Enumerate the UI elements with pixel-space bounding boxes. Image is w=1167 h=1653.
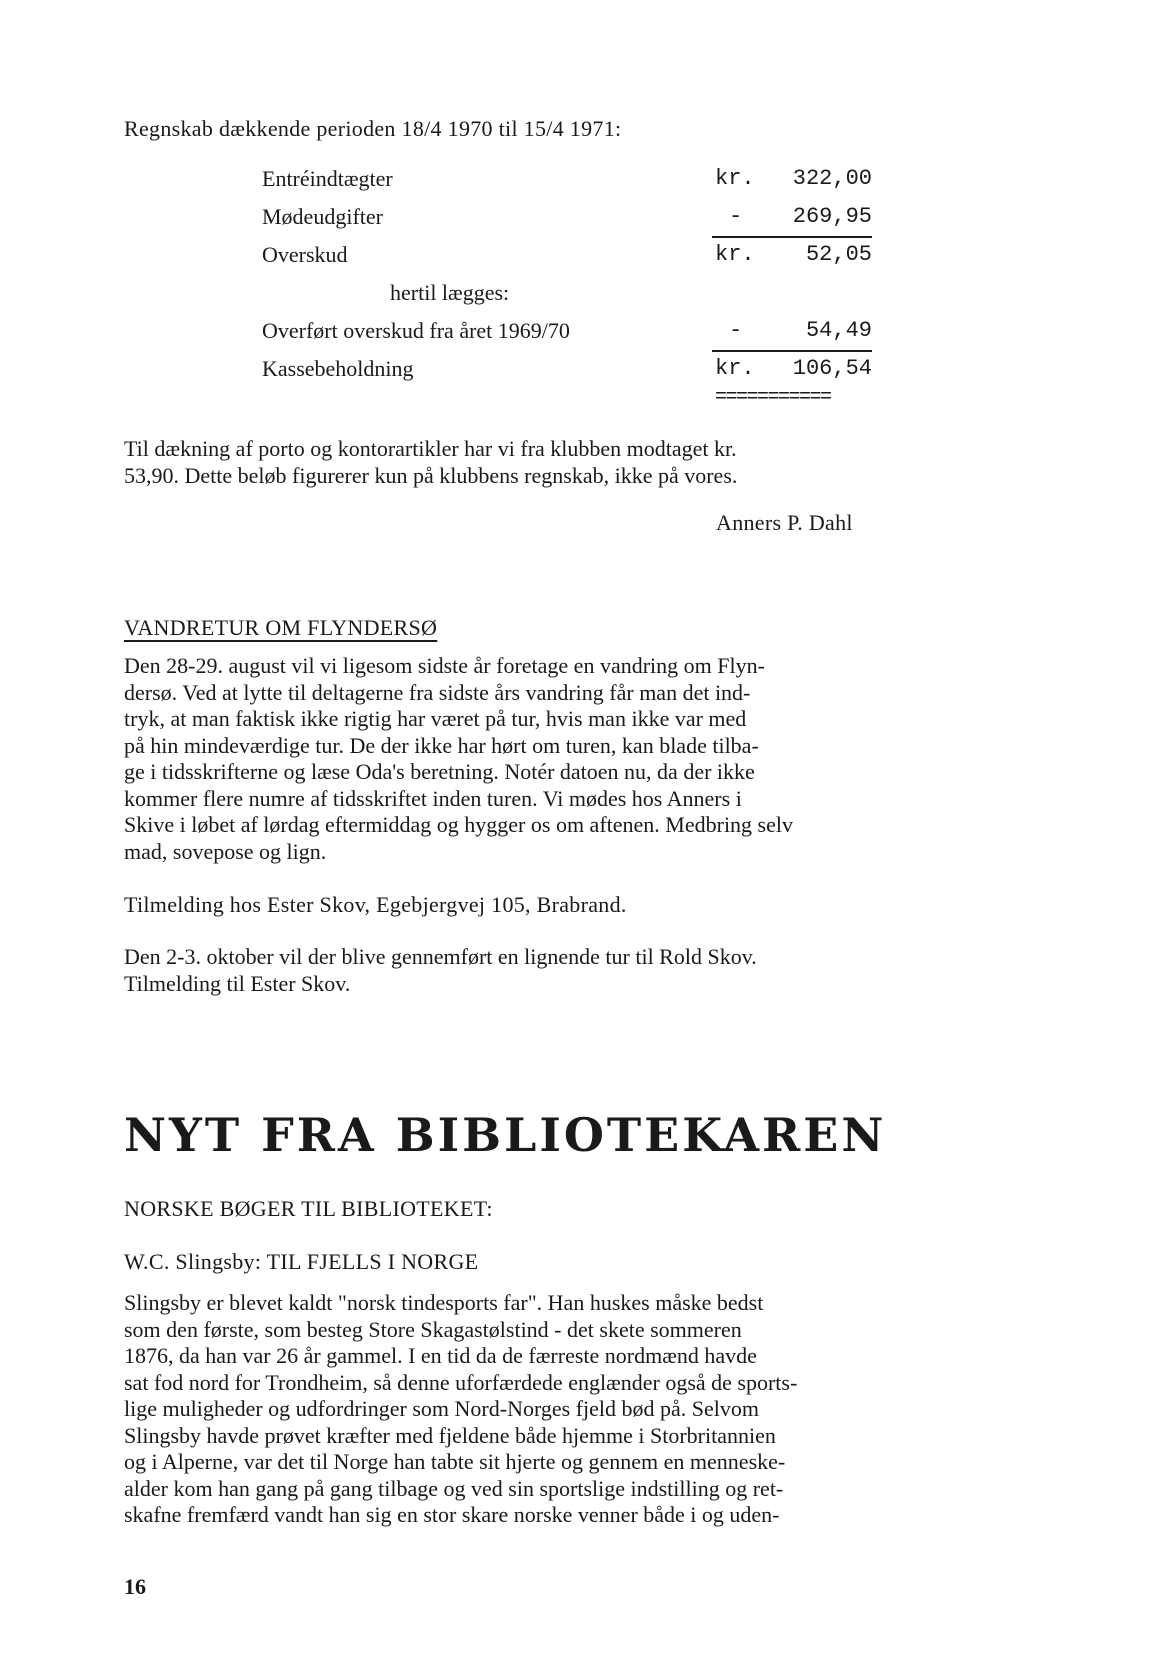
text-line: Den 28-29. august vil vi ligesom sidste år foretage en vandring om Flyn- xyxy=(124,653,765,678)
accounts-title: Regnskab dækkende perioden 18/4 1970 til 15/4 1971: xyxy=(124,116,622,141)
row-value: 54,49 xyxy=(805,318,872,343)
hike-paragraph xyxy=(124,653,1074,865)
row-label: Kassebeholdning xyxy=(262,356,414,381)
hike-heading: VANDRETUR OM FLYNDERSØ xyxy=(124,615,438,640)
accounts-row xyxy=(262,242,872,278)
row-label: hertil lægges: xyxy=(390,280,510,305)
text-line: dersø. Ved at lytte til deltagerne fra sidste års vandring får man det ind- xyxy=(124,679,751,705)
text-line: Slingsby er blevet kaldt "norsk tindesports far". Han huskes måske bedst xyxy=(124,1290,764,1315)
row-currency: kr. xyxy=(715,356,755,381)
text-line: som den første, som besteg Store Skagastølstind - det skete sommeren xyxy=(124,1316,742,1342)
text-line: mad, sovepose og lign. xyxy=(124,838,327,864)
text-line: ge i tidsskrifterne og læse Oda's beretning. Notér datoen nu, da der ikke xyxy=(124,759,755,784)
row-currency: kr. xyxy=(715,242,755,267)
text-line: lige muligheder og udfordringer som Nord-Norges fjeld bød på. Selvom xyxy=(124,1396,760,1421)
book-title: W.C. Slingsby: TIL FJELLS I NORGE xyxy=(124,1249,479,1274)
row-value: 322,00 xyxy=(792,166,872,191)
text-line: Den 2-3. oktober vil der blive gennemført en lignende tur til Rold Skov. xyxy=(124,944,757,969)
double-rule: =========== xyxy=(715,386,831,409)
accounts-row xyxy=(262,280,872,316)
text-line: alder kom han gang på gang tilbage og ved sin sportslige indstilling og ret- xyxy=(124,1475,784,1501)
library-paragraph xyxy=(124,1290,1074,1529)
text-line: Skive i løbet af lørdag eftermiddag og hygger os om aftenen. Medbring selv xyxy=(124,812,793,837)
accounts-row xyxy=(262,166,872,202)
row-value: 269,95 xyxy=(792,204,872,229)
row-label: Mødeudgifter xyxy=(262,204,383,229)
library-heading: NYT FRA BIBLIOTEKAREN xyxy=(124,1108,887,1162)
hike-registration: Tilmelding hos Ester Skov, Egebjergvej 105, Brabrand. xyxy=(124,892,627,917)
text-line: tryk, at man faktisk ikke rigtig har været på tur, hvis man ikke var med xyxy=(124,706,747,731)
row-label: Overført overskud fra året 1969/70 xyxy=(262,318,570,343)
accounts-row xyxy=(262,318,872,354)
row-currency: kr. xyxy=(715,166,755,191)
postage-note xyxy=(124,436,1074,489)
october-trip xyxy=(124,944,1074,997)
row-label: Entréindtægter xyxy=(262,166,393,191)
row-value: 106,54 xyxy=(792,356,872,381)
text-line: kommer flere numre af tidsskriftet inden turen. Vi mødes hos Anners i xyxy=(124,785,742,811)
signature: Anners P. Dahl xyxy=(716,510,853,535)
row-label: Overskud xyxy=(262,242,348,267)
library-subheading: NORSKE BØGER TIL BIBLIOTEKET: xyxy=(124,1196,493,1221)
subtotal-rule xyxy=(712,236,872,238)
text-line: sat fod nord for Trondheim, så denne uforfærdede englænder også de sports- xyxy=(124,1369,798,1395)
text-line: på hin mindeværdige tur. De der ikke har hørt om turen, kan blade tilba- xyxy=(124,732,759,758)
page-number: 16 xyxy=(124,1574,146,1599)
text-line: 1876, da han var 26 år gammel. I en tid da de færreste nordmænd havde xyxy=(124,1343,757,1368)
row-currency: - xyxy=(729,204,743,229)
text-line: skafne fremfærd vandt han sig en stor skare norske venner både i og uden- xyxy=(124,1502,780,1527)
text-line: Tilmelding til Ester Skov. xyxy=(124,970,351,996)
text-line: og i Alperne, var det til Norge han tabte sit hjerte og gennem en menneske- xyxy=(124,1449,786,1474)
text-line: Til dækning af porto og kontorartikler har vi fra klubben modtaget kr. xyxy=(124,436,737,461)
text-line: Slingsby havde prøvet kræfter med fjeldene både hjemme i Storbritannien xyxy=(124,1422,776,1448)
text-line: 53,90. Dette beløb figurerer kun på klubbens regnskab, ikke på vores. xyxy=(124,462,738,488)
total-rule xyxy=(712,350,872,352)
accounts-row xyxy=(262,204,872,240)
row-currency: - xyxy=(729,318,743,343)
row-value: 52,05 xyxy=(805,242,872,267)
